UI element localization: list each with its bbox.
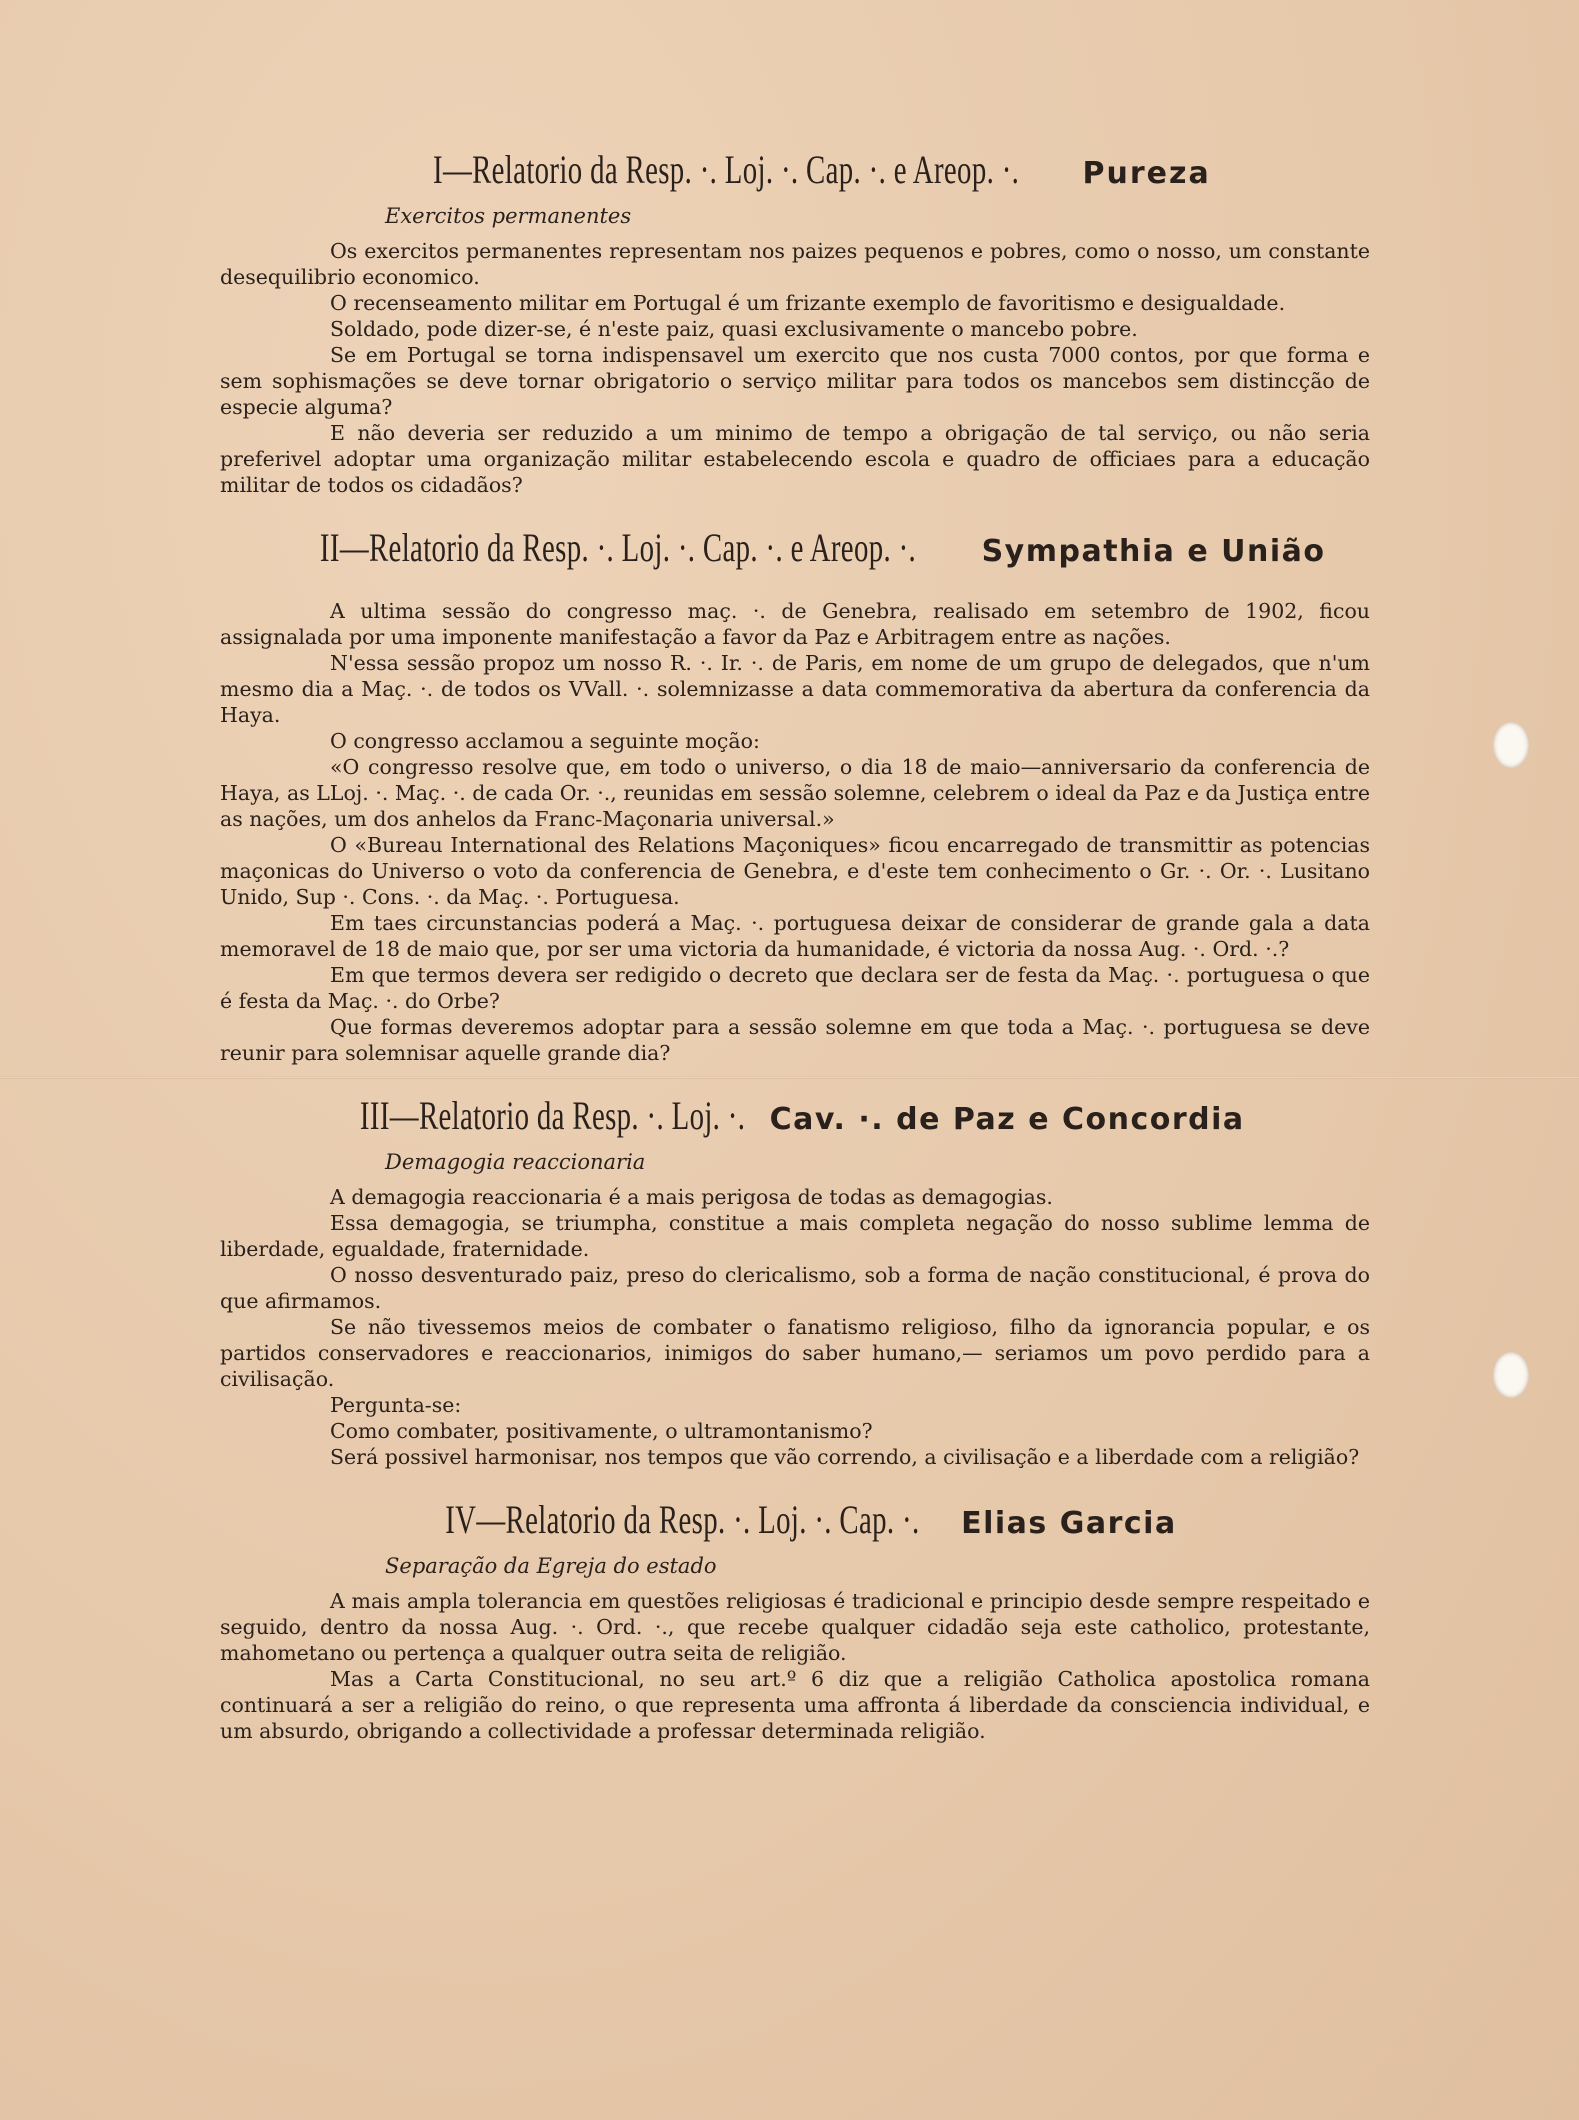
heading-lodge: Cav. ·. de Paz e Concordia: [769, 1102, 1245, 1137]
section-subtitle: Separação da Egreja do estado: [385, 1554, 717, 1578]
document-page: [220, 147, 1370, 1774]
paragraph: O «Bureau International des Relations Maçoniques» ficou encarregado de transmittir as potencias maçonicas do Universo o voto da conferencia de Genebra, e d'este tem conhecimento o Gr. ·. Or. ·. Lusitano Unido, Sup ·. Cons. ·. da Maç. ·. Portuguesa.: [220, 833, 1370, 909]
paragraph: O recenseamento militar em Portugal é um frizante exemplo de favoritismo e desigualdade.: [330, 291, 1286, 315]
paragraph: Pergunta-se:: [330, 1393, 462, 1417]
section-heading: [220, 147, 1370, 192]
heading-report: II—Relatorio da Resp. ·. Loj. ·. Cap. ·. e Areop. ·.: [320, 525, 917, 570]
paragraph: Essa demagogia, se triumpha, constitue a mais completa negação do nosso sublime lemma de liberdade, egualdade, fraternidade.: [220, 1211, 1370, 1261]
heading-lodge: Sympathia e União: [981, 534, 1326, 569]
paragraph: Se não tivessemos meios de combater o fanatismo religioso, filho da ignorancia popular, e os partidos conservadores e reaccionarios, inimigos do saber humano,— seriamos um povo perdido para a civilisação.: [220, 1315, 1370, 1391]
heading-report: IV—Relatorio da Resp. ·. Loj. ·. Cap. ·.: [445, 1497, 920, 1542]
section-3: [220, 1093, 1370, 1470]
paragraph: E não deveria ser reduzido a um minimo de tempo a obrigação de tal serviço, ou não seria preferivel adoptar uma organização militar estabelecendo escola e quadro de officiaes para a educação militar de todos os cidadãos?: [220, 421, 1370, 497]
punch-hole: [1493, 1352, 1529, 1398]
paragraph: Os exercitos permanentes representam nos paizes pequenos e pobres, como o nosso, um constante desequilibrio economico.: [220, 239, 1370, 289]
paragraph: Que formas deveremos adoptar para a sessão solemne em que toda a Maç. ·. portuguesa se deve reunir para solemnisar aquelle grande dia?: [220, 1015, 1370, 1065]
paragraph: O nosso desventurado paiz, preso do clericalismo, sob a forma de nação constitucional, é prova do que afirmamos.: [220, 1263, 1370, 1313]
paragraph: A mais ampla tolerancia em questões religiosas é tradicional e principio desde sempre respeitado e seguido, dentro da nossa Aug. ·. Ord. ·., que recebe qualquer cidadão seja este catholico, protestante, mahometano ou pertença a qualquer outra seita de religião.: [220, 1589, 1370, 1665]
section-heading: [220, 525, 1370, 570]
paragraph: Como combater, positivamente, o ultramontanismo?: [330, 1419, 873, 1443]
section-subtitle: Demagogia reaccionaria: [385, 1150, 646, 1174]
section-1: [220, 147, 1370, 498]
paragraph: «O congresso resolve que, em todo o universo, o dia 18 de maio—anniversario da conferencia de Haya, as LLoj. ·. Maç. ·. de cada Or. ·., reunidas em sessão solemne, celebrem o ideal da Paz e da Justiça entre as nações, um dos anhelos da Franc-Maçonaria universal.»: [220, 755, 1370, 831]
paragraph: Será possivel harmonisar, nos tempos que vão correndo, a civilisação e a liberdade com a religião?: [330, 1445, 1360, 1469]
paragraph: Soldado, pode dizer-se, é n'este paiz, quasi exclusivamente o mancebo pobre.: [330, 317, 1138, 341]
paragraph: O congresso acclamou a seguinte moção:: [330, 729, 760, 753]
punch-hole: [1493, 722, 1529, 768]
paragraph: Em taes circunstancias poderá a Maç. ·. portuguesa deixar de considerar de grande gala a data memoravel de 18 de maio que, por ser uma victoria da humanidade, é victoria da nossa Aug. ·. Ord. ·.?: [220, 911, 1370, 961]
heading-lodge: Pureza: [1082, 156, 1211, 191]
heading-report: III—Relatorio da Resp. ·. Loj. ·.: [360, 1093, 746, 1138]
section-heading: [220, 1093, 1370, 1138]
section-2: [220, 525, 1370, 1066]
paragraph: A demagogia reaccionaria é a mais perigosa de todas as demagogias.: [330, 1185, 1053, 1209]
paragraph: Em que termos devera ser redigido o decreto que declara ser de festa da Maç. ·. portuguesa o que é festa da Maç. ·. do Orbe?: [220, 963, 1370, 1013]
heading-lodge: Elias Garcia: [961, 1506, 1177, 1541]
paragraph: A ultima sessão do congresso maç. ·. de Genebra, realisado em setembro de 1902, ficou assignalada por uma imponente manifestação a favor da Paz e Arbitragem entre as nações.: [220, 599, 1370, 649]
heading-report: I—Relatorio da Resp. ·. Loj. ·. Cap. ·. e Areop. ·.: [433, 147, 1020, 192]
section-4: [220, 1497, 1370, 1744]
paragraph: Mas a Carta Constitucional, no seu art.º 6 diz que a religião Catholica apostolica romana continuará a ser a religião do reino, o que representa uma affronta á liberdade da consciencia individual, e um absurdo, obrigando a collectividade a professar determinada religião.: [220, 1667, 1370, 1743]
paragraph: N'essa sessão propoz um nosso R. ·. Ir. ·. de Paris, em nome de um grupo de delegados, que n'um mesmo dia a Maç. ·. de todos os VVall. ·. solemnizasse a data commemorativa da abertura da conferencia da Haya.: [220, 651, 1370, 727]
section-heading: [220, 1497, 1370, 1542]
paragraph: Se em Portugal se torna indispensavel um exercito que nos custa 7000 contos, por que forma e sem sophismações se deve tornar obrigatorio o serviço militar para todos os mancebos sem distincção de especie alguma?: [220, 343, 1370, 419]
section-subtitle: Exercitos permanentes: [385, 204, 632, 228]
